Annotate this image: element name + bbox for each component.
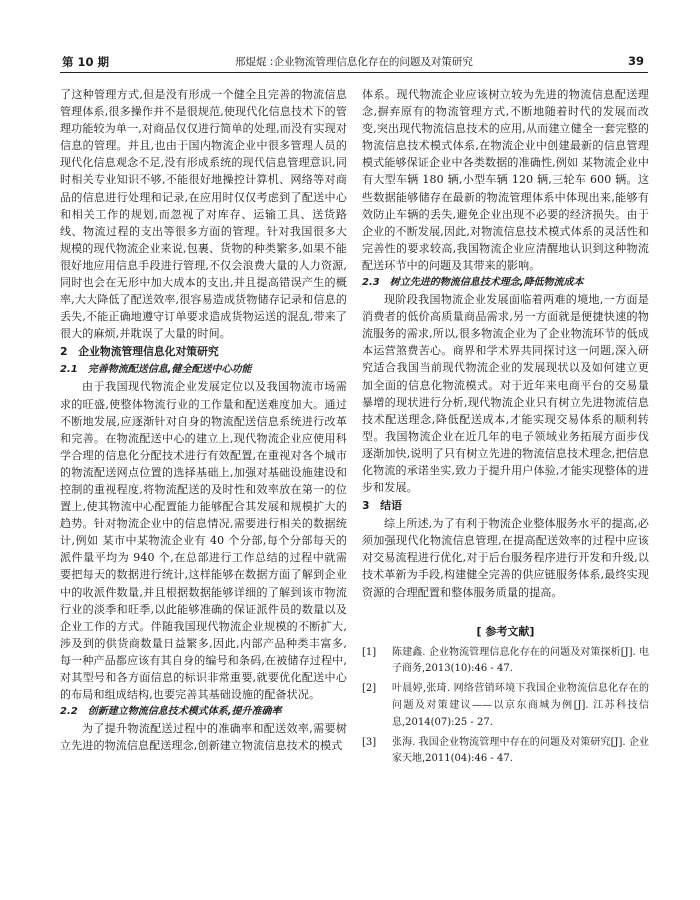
reference-item bbox=[362, 645, 649, 679]
references-title: [ 参考文献] bbox=[476, 624, 535, 638]
paragraph: 体系。现代物流企业应该树立较为先进的物流信息配送理念,摒弃原有的物流管理方式,不断地随着时代的发展而改变,突出现代物流信息技术的应用,从而建立健全一套完整的物流信息技术模式体系,在物流企业中创建最新的信息管理模式能够保证企业中各类数据的准确性,例如 某物流企业中有大型车辆 180 辆,小型车辆 120 辆,三轮车 600 辆。这些数据能够储存在最新的物流管理体系中体现出来,能够有效防止车辆的丢失,避免企业出现不必要的经济损失。由于企业的不断发展,因此,对物流信息技术模式体系的灵活性和完善性的要求较高,我国物流企业应清醒地认识到这种物流配送环节中的问题及其带来的影响。 bbox=[362, 88, 649, 272]
section-heading: 3 结语 bbox=[362, 499, 402, 513]
subsection-heading: 2.1 完善物流配送信息,健全配送中心功能 bbox=[60, 364, 252, 376]
reference-text: 张海. 我国企业物流管理中存在的问题及对策研究[J]. 企业家天地,2011(04):46 - 47. bbox=[392, 736, 649, 765]
paragraph: 由于我国现代物流企业发展定位以及我国物流市场需求的旺盛,使整体物流行业的工作量和配送难度加大。通过不断地发展,应逐渐针对自身的物流配送信息系统进行改革和完善。在物流配送中心的建立上,现代物流企业应使用科学合理的信息化分配技术进行有效配置,在重视对各个城市的物流配送网点位置的选择基础上,加强对基础设施建设和控制的重视程度,将物流配送的及时性和效率放在第一的位置上,使其物流中心配置能力能够配合其发展和规模扩大的趋势。针对物流企业中的信息情况,需要进行相关的数据统计,例如 某市中某物流企业有 40 个分部,每个分部每天的派件量平均为 940 个,在总部进行工作总结的过程中就需要把每天的数据进行统计,这样能够在数据方面了解到企业中的收派件数量,并且根据数据能够详细的了解到该市物流行业的淡季和旺季,以此能够准确的保证派件员的数量以及企业工作的方式。伴随我国现代物流企业规模的不断扩大,涉及到的供货商数量日益繁多,因此,内部产品种类丰富多,每一种产品都应该有其自身的编号和条码,在被储存过程中,对其型号和各方面信息的标识非常重要,就要优化配送中心的布局和组成结构,也要完善其基础设施的配备状况。 bbox=[60, 380, 347, 702]
right-column bbox=[362, 86, 649, 771]
reference-text: 陈建鑫. 企业物流管理信息化存在的问题及对策探析[J]. 电子商务,2013(10):46 - 47. bbox=[392, 646, 649, 675]
reference-number: [3] bbox=[362, 736, 377, 748]
paragraph: 现阶段我国物流企业发展面临着两难的境地,一方面是消费者的低价高质量商品需求,另一方面就是便捷快速的物流服务的需求,所以,很多物流企业为了企业物流环节的低成本运营煞费苦心。商界和学术界共同探讨这一问题,深入研究适合我国当前现代物流企业的发展现状以及如何建立更加全面的信息化物流模式。对于近年来电商平台的交易量暴增的现状进行分析,现代物流企业只有树立先进物流信息技术配送理念,降低配送成本,才能实现交易体系的顺利转型。我国物流企业在近几年的电子领域业务拓展方面步伐逐渐加快,说明了只有树立先进的物流信息技术理念,把信息化物流的承诺坐实,致力于提升用户体验,才能实现整体的进步和发展。 bbox=[362, 293, 649, 495]
issue-number: 第 10 期 bbox=[62, 55, 110, 69]
running-header bbox=[60, 52, 648, 73]
reference-item bbox=[362, 735, 649, 769]
reference-number: [2] bbox=[362, 683, 377, 695]
page-number: 39 bbox=[627, 54, 644, 68]
reference-number: [1] bbox=[362, 646, 377, 658]
left-column bbox=[60, 86, 347, 754]
references bbox=[362, 623, 649, 769]
subsection-heading: 2.3 树立先进的物流信息技术理念,降低物流成本 bbox=[362, 277, 584, 289]
running-title: 邢焜焜 :企业物流管理信息化存在的问题及对策研究 bbox=[235, 56, 473, 68]
reference-item bbox=[362, 681, 649, 731]
reference-text: 叶晨婷,张琦. 网络营销环境下我国企业物流信息化存在的问题及对策建议——以京东商城为例[J]. 江苏科技信息,2014(07):25 - 27. bbox=[392, 683, 649, 728]
paragraph: 综上所述,为了有利于物流企业整体服务水平的提高,必须加强现代化物流信息管理,在提高配送效率的过程中应该对交易流程进行优化,对于后台服务程序进行开发和升级,以技术革新为手段,构建健全完善的供应链服务体系,最终实现资源的合理配置和整体服务质量的提高。 bbox=[362, 517, 649, 599]
section-heading: 2 企业物流管理信息化对策研究 bbox=[60, 345, 219, 359]
paragraph: 了这种管理方式,但是没有形成一个健全且完善的物流信息管理体系,很多操作并不是很规范,使现代化信息技术下的管理功能较为单一,对商品仅仅进行简单的处理,而没有实现对信息的管理。并且,也由于国内物流企业中很多管理人员的现代化信息观念不足,没有形成系统的现代信息管理意识,同时相关专业知识不够,不能很好地操控计算机、网络等对商品的信息进行处理和记录,在应用时仅仅考虑到了配送中心和相关工作的规划,而忽视了对库存、运输工具、送货路线、物流过程的支出等很多方面的管理。针对我国很多大规模的现代物流企业来说,包裹、货物的种类繁多,如果不能很好地应用信息手段进行管理,不仅会浪费大量的人力资源,同时也会在无形中加大成本的支出,并且提高错误产生的概率,大大降低了配送效率,很容易造成货物储存记录和信息的丢失,不能正确地遵守订单要求造成货物运送的混乱,带来了很大的麻烦,并耽误了大量的时间。 bbox=[60, 88, 347, 341]
paragraph: 为了提升物流配送过程中的准确率和配送效率,需要树立先进的物流信息配送理念,创新建立物流信息技术的模式 bbox=[60, 722, 347, 753]
subsection-heading: 2.2 创新建立物流信息技术模式体系,提升准确率 bbox=[60, 706, 282, 718]
